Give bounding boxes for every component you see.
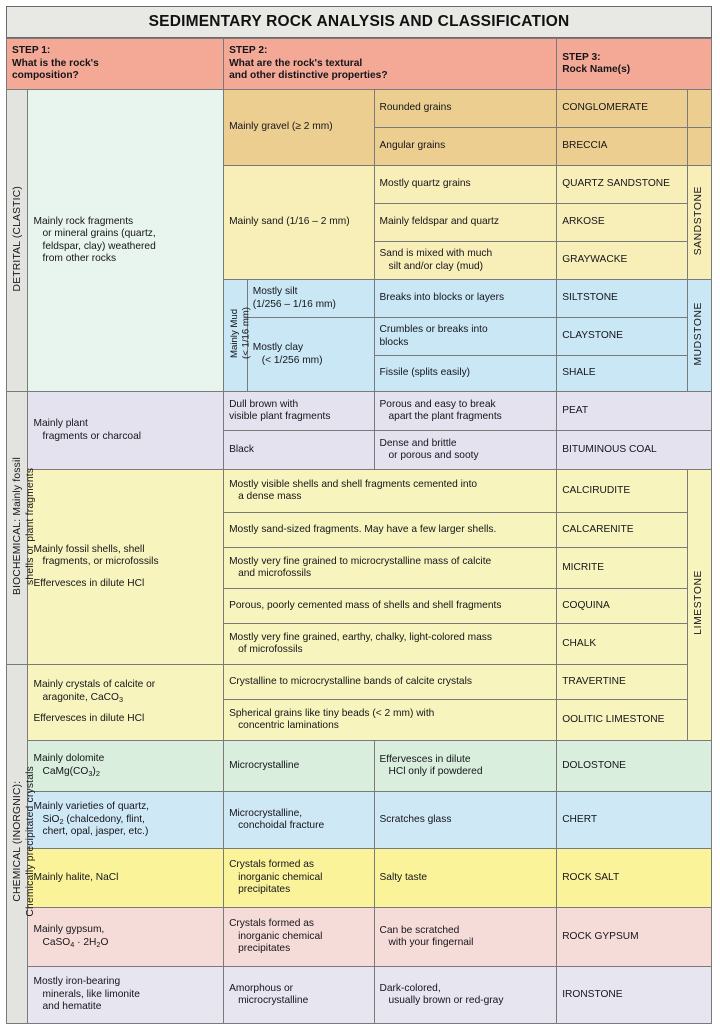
table-row-calcirudite [7,470,712,513]
composition-plant: Mainly plant fragments or charcoal [28,392,224,470]
texture-mainly-mud: Mainly Mud (< 1/16 mm) [224,280,248,392]
step-2-line2: What are the rock's textural [229,57,363,69]
step-1-line3: composition? [12,70,79,82]
texture-ironstone: Amorphous or microcrystalline [224,967,374,1024]
classification-table [6,38,712,1024]
property-travertine: Crystalline to microcrystalline bands of calcite crystals [224,665,557,700]
rock-name-claystone: CLAYSTONE [557,318,688,356]
texture-peat: Dull brown with visible plant fragments [224,392,374,431]
right-spacer-gravel [688,90,712,128]
table-row-peat [7,392,712,431]
property-shale: Fissile (splits easily) [374,356,557,392]
table-row-rock-gypsum [7,908,712,967]
composition-calcite: Mainly crystals of calcite or aragonite, CaCO$_3$ Effervesces in dilute HCl [28,665,224,741]
table-row-conglomerate [7,90,712,128]
rock-name-rock-salt: ROCK SALT [557,849,712,908]
property-calcirudite: Mostly visible shells and shell fragments cemented into a dense mass [224,470,557,513]
table-row-rock-salt [7,849,712,908]
property-rock-salt: Salty taste [374,849,557,908]
table-row-travertine [7,665,712,700]
composition-detrital: Mainly rock fragments or mineral grains (quartz, feldspar, clay) weathered from other rocks [28,90,224,392]
rock-name-calcirudite: CALCIRUDITE [557,470,688,513]
texture-coal: Black [224,431,374,470]
property-peat: Porous and easy to break apart the plant fragments [374,392,557,431]
page-title: SEDIMENTARY ROCK ANALYSIS AND CLASSIFICATION [148,13,570,30]
rock-name-arkose: ARKOSE [557,204,688,242]
texture-mostly-silt: Mostly silt (1/256 – 1/16 mm) [247,280,374,318]
property-quartz-grains: Mostly quartz grains [374,166,557,204]
rock-name-oolitic-limestone: OOLITIC LIMESTONE [557,700,688,741]
property-claystone: Crumbles or breaks into blocks [374,318,557,356]
rock-name-calcarenite: CALCARENITE [557,513,688,548]
composition-gypsum: Mainly gypsum, CaSO$_4$ · $2H_2O$ [28,908,224,967]
texture-dolostone: Microcrystalline [224,741,374,792]
property-angular-grains: Angular grains [374,128,557,166]
composition-iron: Mostly iron-bearing minerals, like limonite and hematite [28,967,224,1024]
rock-name-breccia: BRECCIA [557,128,688,166]
rock-name-ironstone: IRONSTONE [557,967,712,1024]
step-1-header [7,39,224,90]
property-graywacke: Sand is mixed with much silt and/or clay (mud) [374,242,557,280]
step-2-header [224,39,557,90]
right-label-mudstone: MUDSTONE [688,280,712,392]
table-row-chert [7,792,712,849]
step-3-title: STEP 3: [562,51,601,63]
composition-quartz: Mainly varieties of quartz, SiO$_2$ (chalcedony, flint, chert, opal, jasper, etc.) [28,792,224,849]
right-spacer-gravel-2 [688,128,712,166]
rock-name-chert: CHERT [557,792,712,849]
composition-gap-2 [33,704,218,713]
right-label-limestone: LIMESTONE [688,470,712,741]
texture-sand: Mainly sand (1/16 – 2 mm) [224,166,374,280]
group-label-detrital: DETRITAL (CLASTIC) [7,90,28,392]
table-row-dolostone [7,741,712,792]
property-rock-gypsum: Can be scratched with your fingernail [374,908,557,967]
composition-halite: Mainly halite, NaCl [28,849,224,908]
table-row-ironstone [7,967,712,1024]
steps-header-row [7,39,712,90]
property-chalk: Mostly very fine grained, earthy, chalky, light-colored mass of microfossils [224,624,557,665]
step-1-title: STEP 1: [12,45,51,57]
rock-name-rock-gypsum: ROCK GYPSUM [557,908,712,967]
composition-dolomite: Mainly dolomite $CaMg(CO_3)_2$ [28,741,224,792]
step-3-line2: Rock Name(s) [562,64,631,75]
right-label-sandstone: SANDSTONE [688,166,712,280]
rock-name-micrite: MICRITE [557,548,688,589]
step-2-title: STEP 2: [229,45,268,57]
step-1-line2: What is the rock's [12,57,99,69]
rock-name-quartz-sandstone: QUARTZ SANDSTONE [557,166,688,204]
rock-name-conglomerate: CONGLOMERATE [557,90,688,128]
property-dolostone: Effervesces in dilute HCl only if powdered [374,741,557,792]
group-label-chemical: CHEMICAL (INORGNIC): Chemically precipitated crystals [7,665,28,1024]
rock-name-chalk: CHALK [557,624,688,665]
property-rounded-grains: Rounded grains [374,90,557,128]
property-chert: Scratches glass [374,792,557,849]
property-siltstone: Breaks into blocks or layers [374,280,557,318]
property-micrite: Mostly very fine grained to microcrystalline mass of calcite and microfossils [224,548,557,589]
rock-name-shale: SHALE [557,356,688,392]
property-coal: Dense and brittle or porous and sooty [374,431,557,470]
property-feldspar-quartz: Mainly feldspar and quartz [374,204,557,242]
step-3-header [557,39,712,90]
property-coquina: Porous, poorly cemented mass of shells and shell fragments [224,589,557,624]
rock-name-siltstone: SILTSTONE [557,280,688,318]
rock-name-bituminous-coal: BITUMINOUS COAL [557,431,712,470]
composition-fossil-shells: Mainly fossil shells, shell fragments, or microfossils Effervesces in dilute HCl [28,470,224,665]
rock-name-travertine: TRAVERTINE [557,665,688,700]
property-ironstone: Dark-colored, usually brown or red-gray [374,967,557,1024]
texture-rock-gypsum: Crystals formed as inorganic chemical precipitates [224,908,374,967]
texture-gravel: Mainly gravel (≥ 2 mm) [224,90,374,166]
texture-rock-salt: Crystals formed as inorganic chemical precipitates [224,849,374,908]
group-label-biochemical: BIOCHEMICAL: Mainly fossil shells or plant fragments [7,392,28,665]
texture-mostly-clay: Mostly clay (< 1/256 mm) [247,318,374,392]
rock-name-dolostone: DOLOSTONE [557,741,712,792]
texture-chert: Microcrystalline, conchoidal fracture [224,792,374,849]
rock-name-peat: PEAT [557,392,712,431]
composition-gap [33,569,218,578]
rock-name-graywacke: GRAYWACKE [557,242,688,280]
step-2-line3: and other distinctive properties? [229,70,388,82]
rock-name-coquina: COQUINA [557,589,688,624]
chart-title-bar [6,6,712,38]
property-calcarenite: Mostly sand-sized fragments. May have a few larger shells. [224,513,557,548]
property-oolitic: Spherical grains like tiny beads (< 2 mm) with concentric laminations [224,700,557,741]
